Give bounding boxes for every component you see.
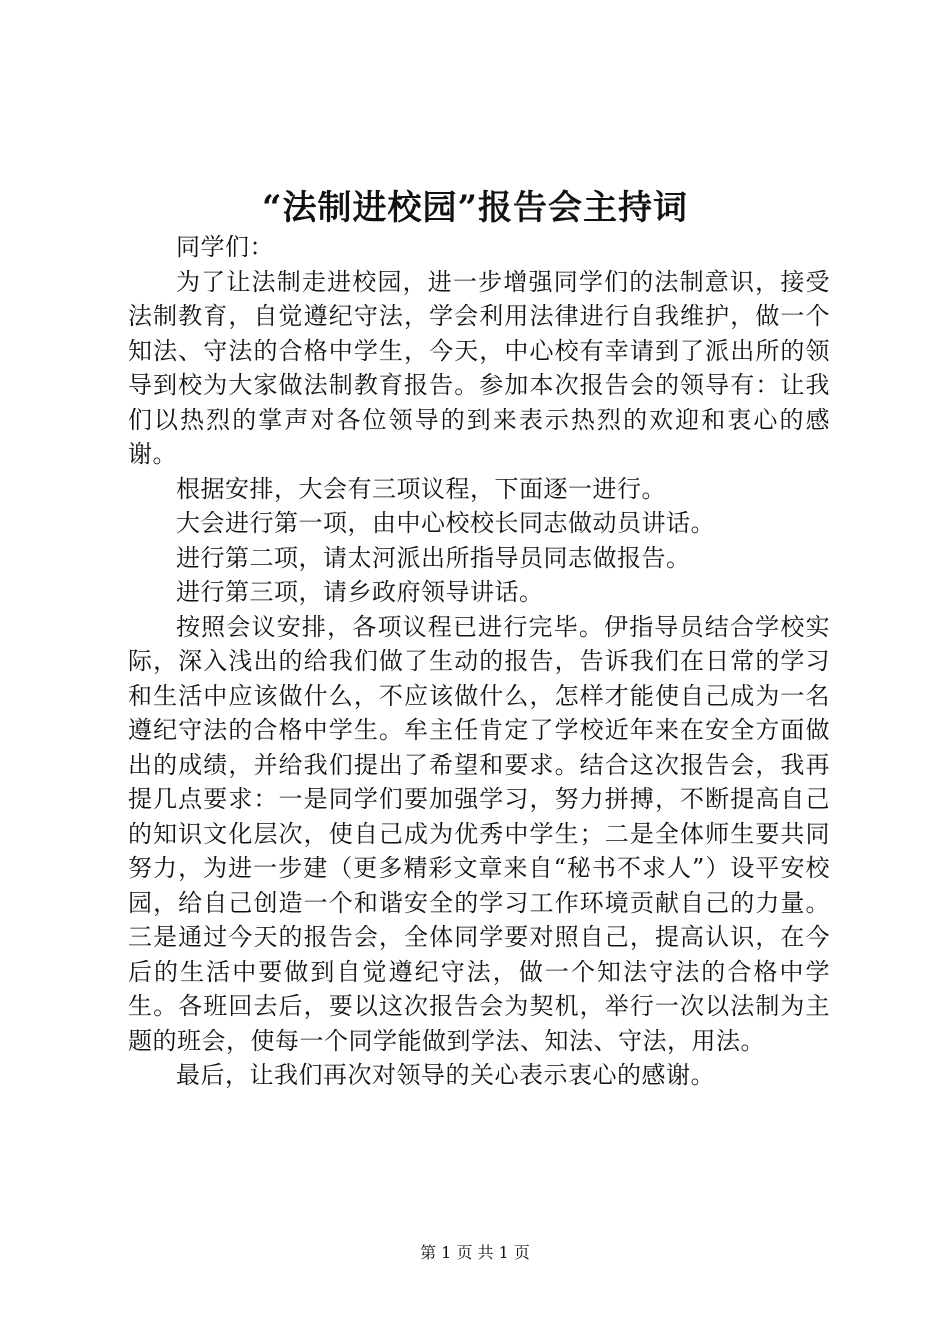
paragraph-intro: 为了让法制走进校园，进一步增强同学们的法制意识，接受法制教育，自觉遵纪守法，学会利用法律进行自我维护，做一个知法、守法的合格中学生，今天，中心校有幸请到了派出所的领导到校为大家做法制教育报告。参加本次报告会的领导有：让我们以热烈的掌声对各位领导的到来表示热烈的欢迎和衷心的感谢。 [128, 267, 830, 468]
page-number-footer: 第 1 页 共 1 页 [420, 1243, 530, 1262]
paragraph-agenda: 根据安排，大会有三项议程，下面逐一进行。 [176, 474, 666, 503]
document-body [128, 230, 830, 1093]
paragraph-closing: 最后，让我们再次对领导的关心表示衷心的感谢。 [176, 1061, 715, 1089]
paragraph-item-2: 进行第二项，请太河派出所指导员同志做报告。 [176, 543, 691, 572]
paragraph-item-1: 大会进行第一项，由中心校校长同志做动员讲话。 [176, 509, 715, 537]
paragraph-item-3: 进行第三项，请乡政府领导讲话。 [176, 578, 544, 606]
document-title: “法制进校园”报告会主持词 [261, 188, 689, 228]
paragraph-summary: 按照会议安排，各项议程已进行完毕。伊指导员结合学校实际，深入浅出的给我们做了生动的报告，告诉我们在日常的学习和生活中应该做什么，不应该做什么，怎样才能使自己成为一名遵纪守法的合格中学生。牟主任肯定了学校近年来在安全方面做出的成绩，并给我们提出了希望和要求。结合这次报告会，我再提几点要求：一是同学们要加强学习，努力拼搏，不断提高自己的知识文化层次，使自己成为优秀中学生；二是全体师生要共同努力，为进一步建（更多精彩文章来自“秘书不求人”）设平安校园，给自己创造一个和谐安全的学习工作环境贡献自己的力量。三是通过今天的报告会，全体同学要对照自己，提高认识，在今后的生活中要做到自觉遵纪守法，做一个知法守法的合格中学生。各班回去后，要以这次报告会为契机，举行一次以法制为主题的班会，使每一个同学能做到学法、知法、守法，用法。 [128, 612, 830, 1055]
paragraph-greeting: 同学们： [176, 233, 274, 261]
